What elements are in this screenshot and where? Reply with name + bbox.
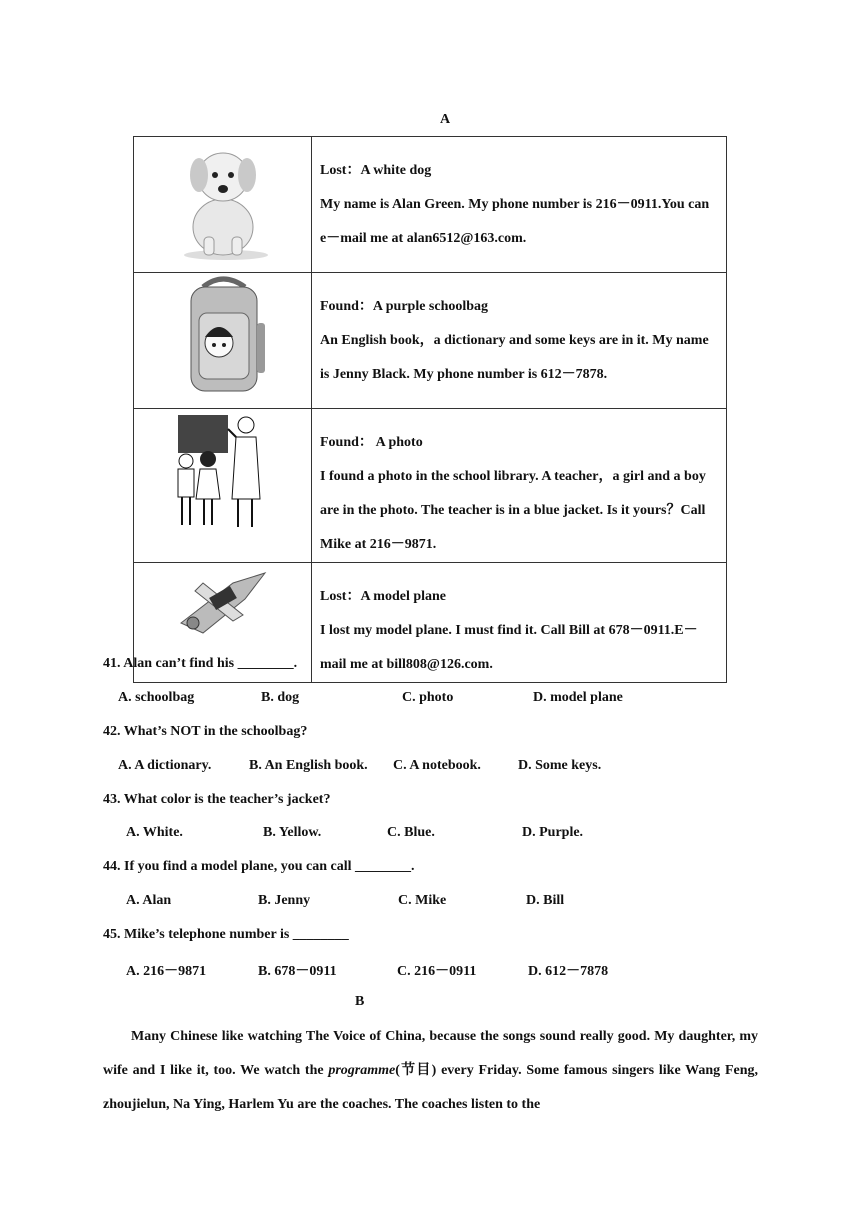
notice-row <box>134 409 727 563</box>
notice-text <box>312 137 727 273</box>
section-a-title: A <box>440 112 451 127</box>
section-b-title: B <box>355 994 365 1009</box>
notice-heading: Lost：A model plane <box>320 589 447 604</box>
question-option: C. photo <box>402 690 454 705</box>
question-stem: 41. Alan can’t find his ________. <box>103 656 298 671</box>
notice-row <box>134 137 727 273</box>
question-option: B. Yellow. <box>263 825 322 840</box>
question-option: B. An English book. <box>249 758 368 773</box>
dog-photo <box>134 137 312 273</box>
question-option: A. Alan <box>126 893 172 908</box>
question-option: B. 678－0911 <box>258 964 337 979</box>
question-option: C. Mike <box>398 893 447 908</box>
question-option: A. schoolbag <box>118 690 195 705</box>
question-option: D. model plane <box>533 690 623 705</box>
question-option: A. 216－9871 <box>126 964 207 979</box>
question-option: C. A notebook. <box>393 758 481 773</box>
question-option: C. Blue. <box>387 825 435 840</box>
notice-heading: Lost：A white dog <box>320 163 432 178</box>
question-option: D. Bill <box>526 893 565 908</box>
question-option: B. Jenny <box>258 893 311 908</box>
teacher-students-drawing <box>134 409 312 563</box>
notice-body: An English book，a dictionary and some keys are in it. My name is Jenny Black. My phone number is 612－7878. <box>320 333 709 382</box>
question-stem: 44. If you find a model plane, you can call ________. <box>103 859 415 874</box>
notice-body: I found a photo in the school library. A teacher，a girl and a boy are in the photo. The teacher is in a blue jacket. Is it yours？Call Mike at 216－9871. <box>320 469 706 552</box>
notice-text <box>312 273 727 409</box>
question-stem: 42. What’s NOT in the schoolbag? <box>103 724 308 739</box>
question-option: C. 216－0911 <box>397 964 477 979</box>
notice-heading: Found：A purple schoolbag <box>320 299 489 314</box>
schoolbag-photo <box>134 273 312 409</box>
question-stem: 43. What color is the teacher’s jacket? <box>103 792 331 807</box>
notice-body: My name is Alan Green. My phone number is 216－0911.You can e－mail me at alan6512@163.com. <box>320 197 710 246</box>
question-option: D. Purple. <box>522 825 584 840</box>
notice-text <box>312 409 727 563</box>
question-option: D. 612－7878 <box>528 964 609 979</box>
notice-body: I lost my model plane. I must find it. Call Bill at 678－0911.E－mail me at bill808@126.com. <box>320 623 698 672</box>
question-option: A. A dictionary. <box>118 758 212 773</box>
question-stem: 45. Mike’s telephone number is ________ <box>103 927 349 942</box>
paragraph-text: Many Chinese like watching The Voice of China, because the songs sound really good. My daughter, my wife and I like it, too. We watch the <box>103 1029 758 1078</box>
notice-text <box>312 563 727 683</box>
notice-table <box>133 136 727 683</box>
notice-heading: Found： A photo <box>320 435 423 450</box>
reading-paragraph <box>103 1020 758 1122</box>
paragraph-text: (节目) every Friday. Some famous singers like Wang Feng, zhoujielun, Na Ying, Harlem Yu are the coaches. The coaches listen to the <box>103 1063 758 1112</box>
question-option: B. dog <box>261 690 300 705</box>
paragraph-italic-word: programme <box>328 1063 396 1078</box>
question-option: A. White. <box>126 825 183 840</box>
notice-row <box>134 273 727 409</box>
question-option: D. Some keys. <box>518 758 602 773</box>
